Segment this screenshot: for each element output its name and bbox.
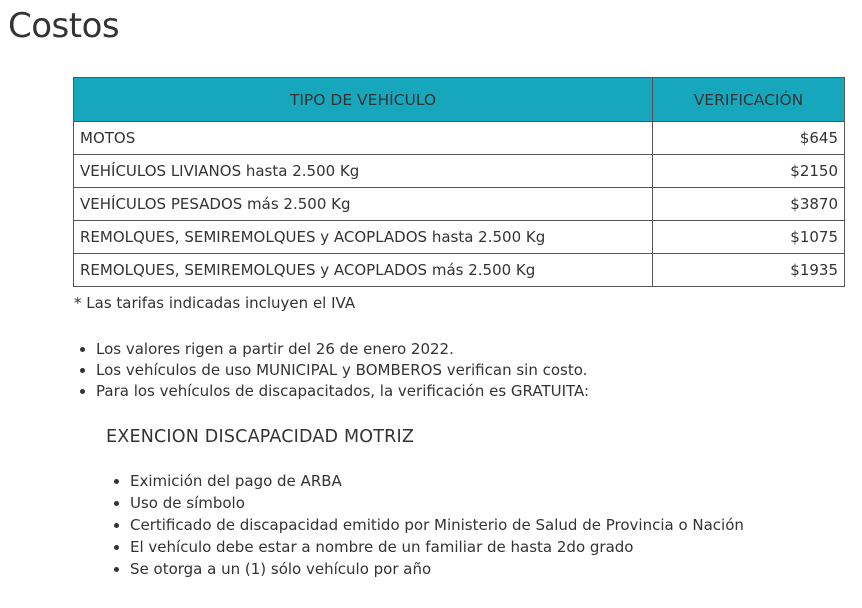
- price-cell: $645: [653, 122, 845, 155]
- list-item: • Los valores rigen a partir del 26 de enero 2022.: [96, 339, 589, 360]
- table-row: [74, 122, 845, 155]
- vehicle-type-cell: VEHÍCULOS LIVIANOS hasta 2.500 Kg: [74, 155, 653, 188]
- price-cell: $2150: [653, 155, 845, 188]
- price-cell: $1935: [653, 254, 845, 287]
- vehicle-type-cell: VEHÍCULOS PESADOS más 2.500 Kg: [74, 188, 653, 221]
- conditions-list: [74, 339, 589, 402]
- costs-table: [73, 77, 845, 287]
- list-item: • Para los vehículos de discapacitados, la verificación es GRATUITA:: [96, 381, 589, 402]
- page-title: Costos: [8, 6, 120, 46]
- list-item: • El vehículo debe estar a nombre de un familiar de hasta 2do grado: [130, 536, 744, 558]
- vehicle-type-cell: MOTOS: [74, 122, 653, 155]
- table-row: [74, 188, 845, 221]
- list-item: • Se otorga a un (1) sólo vehículo por año: [130, 558, 744, 580]
- vehicle-type-cell: REMOLQUES, SEMIREMOLQUES y ACOPLADOS hasta 2.500 Kg: [74, 221, 653, 254]
- table-row: [74, 221, 845, 254]
- table-row: [74, 254, 845, 287]
- list-item: • Certificado de discapacidad emitido por Ministerio de Salud de Provincia o Nación: [130, 514, 744, 536]
- list-item: • Los vehículos de uso MUNICIPAL y BOMBEROS verifican sin costo.: [96, 360, 589, 381]
- list-item: • Uso de símbolo: [130, 492, 744, 514]
- exemption-heading: EXENCION DISCAPACIDAD MOTRIZ: [106, 427, 415, 447]
- tax-note: * Las tarifas indicadas incluyen el IVA: [74, 294, 356, 312]
- column-header-vehicle-type: TIPO DE VEHÍCULO: [74, 78, 653, 122]
- table-row: [74, 155, 845, 188]
- price-cell: $1075: [653, 221, 845, 254]
- list-item: • Eximición del pago de ARBA: [130, 470, 744, 492]
- price-cell: $3870: [653, 188, 845, 221]
- vehicle-type-cell: REMOLQUES, SEMIREMOLQUES y ACOPLADOS más 2.500 Kg: [74, 254, 653, 287]
- exemption-list: [108, 470, 744, 580]
- column-header-verification: VERIFICACIÓN: [653, 78, 845, 122]
- table-header-row: [74, 78, 845, 122]
